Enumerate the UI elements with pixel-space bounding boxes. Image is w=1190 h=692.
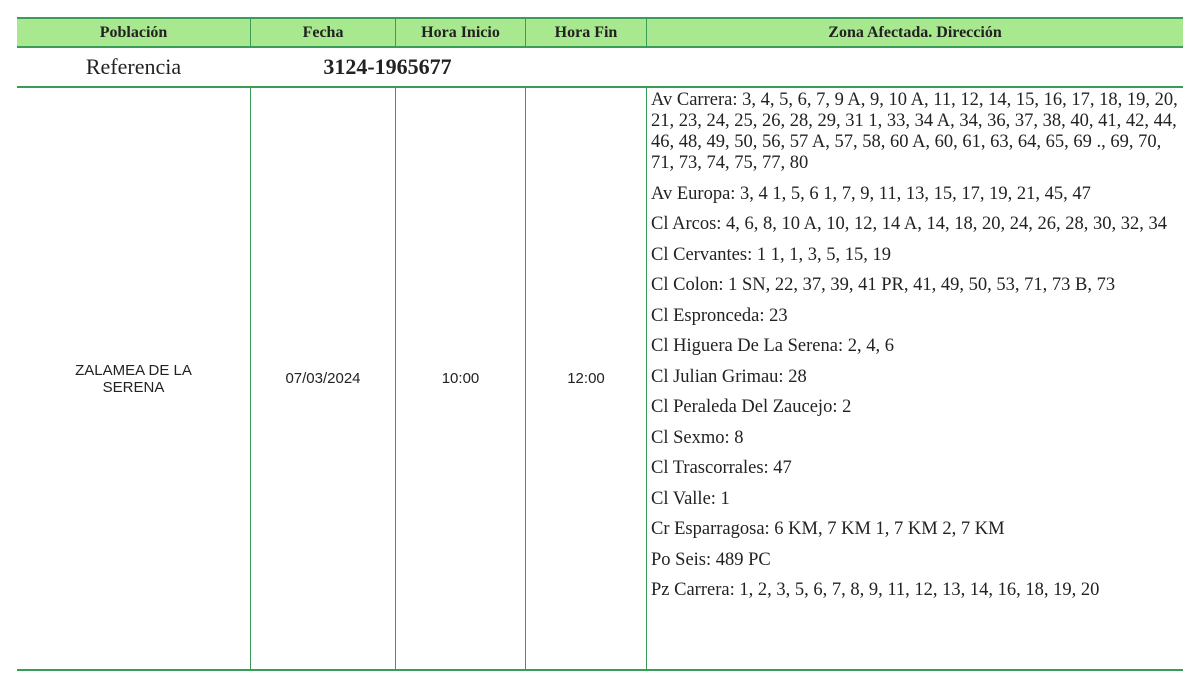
zona-entry: Pz Carrera: 1, 2, 3, 5, 6, 7, 8, 9, 11, 12, 13, 14, 16, 18, 19, 20	[651, 580, 1100, 600]
cell-poblacion: ZALAMEA DE LA SERENA	[75, 361, 192, 396]
cell-hora-inicio: 10:00	[395, 88, 525, 669]
outage-table	[17, 17, 1183, 671]
reference-label: Referencia	[85, 54, 182, 79]
header-fecha: Fecha	[250, 19, 395, 46]
header-hora-fin: Hora Fin	[525, 19, 646, 46]
zona-entry: Cl Julian Grimau: 28	[651, 366, 807, 387]
zona-entry: Cl Espronceda: 23	[651, 305, 788, 326]
zona-entry: Cl Colon: 1 SN, 22, 37, 39, 41 PR, 41, 49, 50, 53, 71, 73 B, 73	[651, 275, 1116, 295]
reference-row	[17, 48, 1183, 88]
table-header	[17, 17, 1183, 48]
zona-entry: Cl Higuera De La Serena: 2, 4, 6	[651, 336, 894, 356]
zona-entry: Cr Esparragosa: 6 KM, 7 KM 1, 7 KM 2, 7 KM	[651, 519, 1005, 539]
zona-entry: Cl Arcos: 4, 6, 8, 10 A, 10, 12, 14 A, 14, 18, 20, 24, 26, 28, 30, 32, 34	[651, 214, 1167, 234]
header-hora-inicio: Hora Inicio	[395, 19, 525, 46]
zona-entry: Cl Cervantes: 1 1, 1, 3, 5, 15, 19	[651, 244, 891, 265]
zona-entry: Cl Trascorrales: 47	[651, 458, 792, 478]
zona-entry: Po Seis: 489 PC	[651, 549, 771, 570]
table-row	[17, 88, 1183, 671]
reference-value: 3124-1965677	[323, 54, 452, 79]
zona-entry: Cl Sexmo: 8	[651, 427, 744, 448]
zona-entry: Av Europa: 3, 4 1, 5, 6 1, 7, 9, 11, 13, 15, 17, 19, 21, 45, 47	[651, 183, 1091, 204]
cell-hora-fin: 12:00	[525, 88, 646, 669]
header-poblacion: Población	[99, 23, 168, 41]
cell-zona	[646, 88, 1183, 669]
zona-entry: Cl Peraleda Del Zaucejo: 2	[651, 397, 852, 417]
zona-entry: Cl Valle: 1	[651, 488, 730, 509]
header-zona: Zona Afectada. Dirección	[646, 19, 1183, 46]
cell-fecha: 07/03/2024	[250, 88, 395, 669]
zona-entry: Av Carrera: 3, 4, 5, 6, 7, 9 A, 9, 10 A, 11, 12, 14, 15, 16, 17, 18, 19, 20, 21, 23, 24, 25, 26, 28, 29, 31 1, 33, 34 A, 34, 36, 37, 38, 40, 41, 42, 44, 46, 48, 49, 50, 56, 57 A, 57, 58, 60 A, 60, 61, 63, 64, 65, 69 ., 69, 70, 71, 73, 74, 75, 77, 80	[651, 90, 1178, 173]
